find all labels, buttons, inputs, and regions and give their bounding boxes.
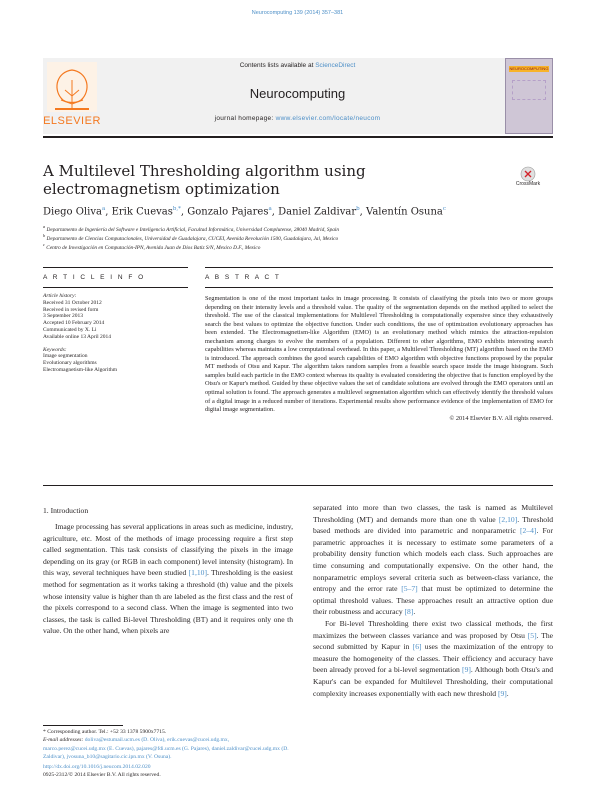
journal-reference[interactable]: Neurocomputing 139 (2014) 357–381 — [251, 10, 344, 16]
affiliation-b — [43, 233, 553, 242]
affiliation-c-marker: c — [43, 242, 45, 247]
cover-title: NEUROCOMPUTING — [509, 66, 549, 71]
section-heading-introduction: 1. Introduction — [43, 506, 89, 515]
abstract-heading: A B S T R A C T — [205, 274, 281, 281]
history-item: Received in revised form — [43, 306, 99, 313]
abstract-copyright: © 2014 Elsevier B.V. All rights reserved. — [449, 414, 553, 422]
body-text: that must be optimized to determine the optimal threshold values. These approaches result an attractive option due their robustness and accuracy — [313, 584, 553, 617]
email-label: E-mail addresses: — [43, 737, 85, 744]
history-list — [43, 300, 188, 341]
abstract-body — [205, 295, 553, 423]
history-item: Available online 13 April 2014 — [43, 333, 112, 340]
intro-right-column — [313, 502, 553, 699]
citation-link[interactable]: [2–4] — [519, 526, 537, 536]
history-item: 3 September 2013 — [43, 313, 84, 320]
contents-line — [105, 62, 490, 69]
citation-link[interactable]: [9] — [497, 688, 507, 698]
contents-prefix: Contents lists available at — [239, 62, 316, 69]
intro-paragraph-1-cont — [313, 502, 553, 618]
citation-link[interactable]: [9] — [462, 665, 471, 675]
abstract-text: Segmentation is one of the most important tasks in image processing. It consists of classifying the pixels into two or more groups depending on their intensity levels and a threshold value. The quality of the segmentation depends on the method applied to select the threshold. The use of the classical implementations for Multilevel Thresholding is computationally expensive since they exhaustively search the best values to optimize the objective function. Under such conditions, the use of optimization evolutionary approaches has been extended. The Electromagnetism-like Algorithm (EMO) is an evolutionary method which mimics the attraction-repulsion mechanism among charges to evolve the members of a population. Different to other algorithms, EMO exhibits interesting search capabilities whereas maintains a low computational overhead. In this paper, a Multilevel Thresholding (MT) algorithm based on the EMO is introduced. The approach combines the good search capabilities of EMO algorithm with objective functions proposed by the popular MT methods of Otsu and Kapur. The algorithm takes random samples from a feasible search space inside the image histogram. Such samples build each particle in the EMO context whereas its quality is evaluated considering the objective that is function employed by the Otsu's or Kapur's method. Guided by these objective values the set of candidate solutions are evolved through the EMO operators until an optimal solution is found. The approach generates a multilevel segmentation algorithm which can effectively identify the threshold values of a digital image in a reduced number of iterations. Experimental results show performance evidence of the implementation of EMO for digital image segmentation. — [205, 295, 553, 414]
email-list[interactable]: doliva@estumail.ucm.es (D. Oliva), erik.cuevas@cucei.udg.mx, marco.perez@cucei.udg.mx (E. Cuevas), pajares@fdi.ucm.es (G. Pajares), daniel.zaldivar@cucei.udg.mx (D. Zaldivar), jvosuna_b10@sagitario.cic.ipn.mx (V. Osuna). — [43, 737, 289, 760]
issn-line: 0925-2312/© 2014 Elsevier B.V. All rights reserved. — [43, 772, 161, 779]
abstract-rule-middle — [205, 287, 553, 288]
article-info — [43, 293, 188, 374]
affiliation-c-text: Centro de Investigación en Computación-IPN, Avenida Juan de Dios Batiz S/N, Mexico D.F., Mexico — [46, 244, 261, 251]
header-rule — [43, 136, 553, 138]
keyword-item: Image segmentation — [43, 353, 88, 360]
intro-paragraph-2 — [313, 618, 553, 699]
author-list: Diego Oliva$^a$, Erik Cuevas$^{b,*}$, Gonzalo Pajares$^a$, Daniel Zaldivar$^b$, Valentín Osuna$^c$ — [43, 206, 446, 218]
footnote-rule — [43, 725, 123, 726]
affiliation-b-marker: b — [43, 233, 46, 238]
body-text: . The second submitted by Kapur in — [313, 630, 554, 652]
article-doi-block — [43, 763, 293, 780]
abstract-rule-bottom — [43, 485, 553, 486]
author-affiliation-marker[interactable]: b — [356, 206, 360, 212]
body-text: . Thresholding is the easiest method for segmentation as it works taking a threshold (th) value and the pixels whose intensity value is higher than th are labeled as the first class and the rest of the pixels correspond to a second class. When the image is segmented into two classes, the task is called Bi-level Thresholding (BT) and it requires only one th value. On the other hand, when pixels are — [43, 568, 293, 636]
article-title: A Multilevel Thresholding algorithm using electromagnetism optimization — [43, 162, 366, 198]
keywords-list — [43, 353, 188, 373]
history-label: Article history: — [43, 293, 77, 299]
author-name: Valentín Osuna — [366, 206, 443, 218]
cover-art — [512, 80, 546, 100]
citation-link[interactable]: [8] — [404, 607, 414, 617]
author-name: Daniel Zaldivar — [278, 206, 357, 218]
corresponding-author-note: * Corresponding author. Tel.: +52 33 1378 5900x7715. — [43, 729, 167, 735]
citation-link[interactable]: [1,10] — [188, 568, 207, 578]
citation-link[interactable]: [2,10] — [498, 514, 518, 524]
crossmark-label[interactable]: CrossMark — [515, 181, 541, 187]
footnote — [43, 728, 293, 761]
author-affiliation-marker[interactable]: c — [442, 206, 446, 212]
body-text: . — [506, 688, 509, 698]
keywords-label: Keywords: — [43, 346, 67, 353]
intro-paragraph-1 — [43, 521, 293, 637]
crossmark-icon[interactable] — [500, 166, 556, 182]
affiliation-a-text: Departamento de Ingeniería del Software e Inteligencia Artificial, Facultad Informática, Universidad Complutense, 28040 Madrid, Spain — [46, 226, 339, 233]
history-item: Communicated by X. Li — [43, 326, 97, 333]
keyword-item: Evolutionary algorithms — [43, 360, 97, 367]
body-text: . Threshold based methods are divided into parametric and nonparametric — [313, 514, 554, 536]
body-text: For Bi-level Thresholding there exist two classical methods, the first maximizes the between classes variance and was proposed by Otsu — [313, 618, 553, 640]
article-info-rule-top — [43, 267, 188, 268]
email-addresses — [43, 736, 293, 761]
journal-name: Neurocomputing — [249, 86, 346, 101]
author-affiliation-marker[interactable]: a — [101, 206, 106, 212]
keyword-item: Electromagnetism-like Algorithm — [43, 366, 118, 373]
homepage-line — [105, 115, 490, 122]
citation-link[interactable]: [5] — [527, 630, 537, 640]
body-text: separated into more than two classes, the task is named as Multilevel Thresholding (MT) and demands more than one th value — [313, 503, 553, 524]
author-affiliation-marker[interactable]: a — [268, 206, 272, 212]
author-name: Diego Oliva — [43, 206, 102, 218]
article-info-heading: A R T I C L E I N F O — [43, 274, 146, 281]
history-item: Received 31 October 2012 — [43, 299, 102, 306]
body-text: . For parametric approaches it is necessary to estimate some parameters of a probability density function which models each class. Such approaches are time consuming and computationally expensive. On the other hand, the nonparametric employs several criteria such as between-class variance, the entropy and the error rate — [313, 526, 553, 594]
homepage-prefix: journal homepage: — [214, 115, 276, 122]
affiliation-a-marker: a — [43, 224, 46, 229]
publisher-name: ELSEVIER — [43, 115, 101, 127]
citation-link[interactable]: [6] — [412, 642, 422, 652]
body-text: . — [413, 607, 416, 617]
homepage-link[interactable]: www.elsevier.com/locate/neucom — [275, 115, 381, 122]
body-text: . Although both Otsu's and Kapur's can be expanded for Multilevel Thresholding, their computational complexity increases exponentially with each new threshold — [313, 665, 553, 698]
author-affiliation-marker[interactable]: b,* — [172, 206, 181, 212]
history-item: Accepted 10 February 2014 — [43, 320, 105, 327]
affiliation-b-text: Departamento de Ciencias Computacionales, Universidad de Guadalajara, CUCEI, Avenida Revolución 1500, Guadalajara, Jal, Mexico — [46, 235, 339, 242]
author-name: Gonzalo Pajares — [187, 206, 269, 218]
abstract-rule-top — [205, 267, 553, 268]
intro-left-column — [43, 521, 293, 637]
affiliation-a — [43, 224, 553, 233]
author-name: Erik Cuevas — [111, 206, 173, 218]
sciencedirect-link[interactable]: ScienceDirect — [315, 62, 356, 69]
body-text: Image processing has several applications in areas such as medicine, industry, agriculture, etc. Most of the methods of image processing require a first step called segmentation. This task consists of classifying the pixels in the image depending on its gray (or RGB in each component) level intensity (histogram). In this way, several techniques have been studied — [43, 522, 293, 578]
doi-link[interactable]: http://dx.doi.org/10.1016/j.neucom.2014.02.020 — [43, 764, 151, 770]
citation-link[interactable]: [5–7] — [401, 584, 418, 594]
body-text: uses the maximization of the entropy to measure the homogeneity of the classes. Their efficiency and accuracy have been already proved for a bi-level segmentation — [313, 642, 553, 675]
article-info-rule-bottom — [43, 287, 188, 288]
affiliation-c — [43, 242, 553, 251]
